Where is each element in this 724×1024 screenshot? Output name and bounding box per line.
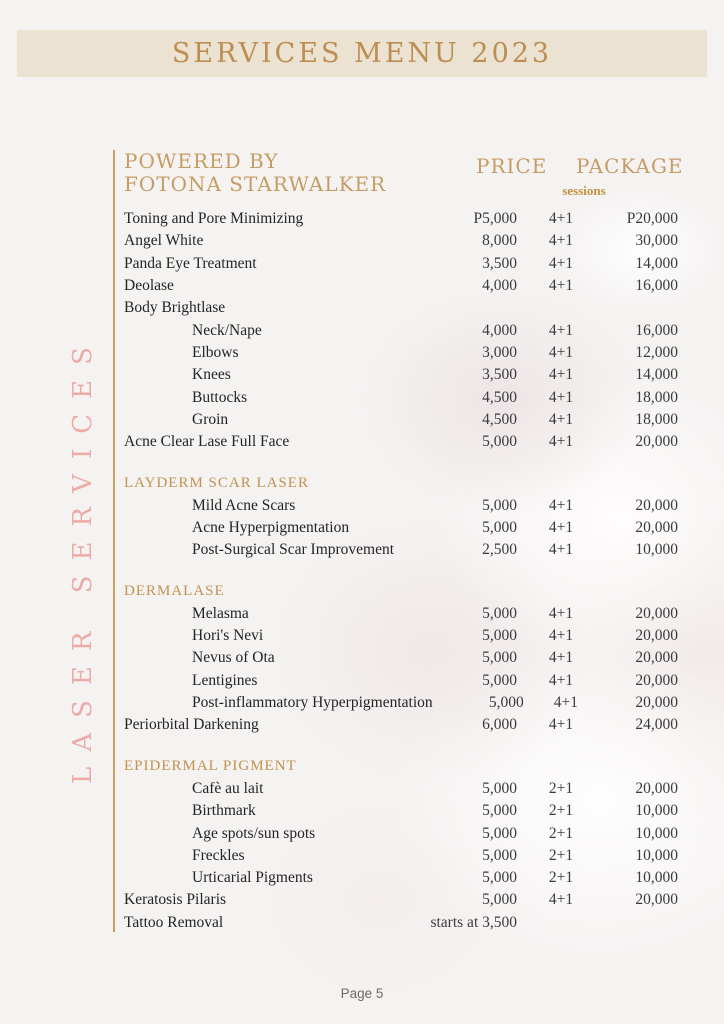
service-price: 5,000 — [482, 604, 517, 622]
service-sessions: 4+1 — [548, 366, 574, 384]
service-name: Lentigines — [192, 671, 258, 689]
service-package: 18,000 — [635, 388, 678, 406]
service-sessions: 4+1 — [548, 519, 574, 536]
service-price: 5,000 — [482, 824, 517, 842]
service-price: 5,000 — [488, 694, 524, 712]
service-row — [124, 431, 690, 453]
service-price: 6,000 — [482, 716, 517, 734]
section-title: LAYDERM SCAR LASER — [124, 474, 309, 491]
service-row — [124, 647, 690, 669]
service-price: 2,500 — [482, 541, 517, 559]
service-sessions: 2+1 — [548, 824, 574, 842]
service-group-name: Body Brightlase — [124, 299, 226, 317]
service-group-row — [124, 297, 690, 319]
service-package: 10,000 — [635, 824, 678, 842]
service-package: 10,000 — [635, 802, 678, 820]
service-sessions: 4+1 — [548, 277, 574, 295]
service-sessions: 4+1 — [548, 627, 574, 645]
service-package: 16,000 — [635, 277, 678, 295]
service-name: Deolase — [124, 277, 174, 295]
service-row — [124, 364, 690, 386]
service-name: Melasma — [192, 604, 249, 622]
service-sessions: 4+1 — [548, 716, 574, 734]
service-row — [124, 539, 690, 561]
service-package: 20,000 — [635, 694, 678, 712]
service-price: 4,000 — [482, 321, 517, 339]
service-row — [124, 800, 690, 822]
service-sessions: 4+1 — [548, 232, 574, 250]
service-sessions: 4+1 — [548, 433, 574, 451]
service-row — [124, 495, 690, 517]
service-package: P20,000 — [626, 210, 678, 228]
service-sessions: 2+1 — [548, 846, 574, 864]
service-row — [124, 692, 690, 714]
service-row — [124, 517, 690, 539]
table-header — [124, 150, 690, 208]
service-package: 18,000 — [635, 410, 678, 428]
price-column-header: PRICE — [476, 154, 548, 178]
service-price: 3,000 — [482, 343, 517, 361]
service-name: Freckles — [192, 846, 245, 864]
service-package: 20,000 — [635, 649, 678, 667]
powered-by-line2: FOTONA STARWALKER — [124, 172, 387, 196]
service-price: 3,500 — [482, 366, 517, 384]
service-sessions: 4+1 — [548, 210, 574, 228]
service-sessions: 4+1 — [548, 321, 574, 339]
service-sessions: 4+1 — [548, 496, 574, 514]
service-package: 14,000 — [635, 366, 678, 384]
service-name: Acne Hyperpigmentation — [192, 519, 350, 536]
title-banner — [17, 30, 707, 77]
section-header-dermalase — [124, 580, 690, 602]
service-price: 4,500 — [482, 410, 517, 428]
service-name: Groin — [192, 410, 229, 428]
sessions-column-note: sessions — [562, 183, 606, 198]
section-header-layderm — [124, 472, 690, 494]
service-price: 5,000 — [482, 869, 517, 887]
service-package: 10,000 — [635, 541, 678, 559]
service-name: Toning and Pore Minimizing — [124, 210, 304, 228]
service-row — [124, 912, 690, 934]
service-sessions: 4+1 — [553, 694, 578, 712]
service-package: 16,000 — [635, 321, 678, 339]
service-name: Birthmark — [192, 802, 256, 820]
service-row — [124, 625, 690, 647]
service-name: Post-inflammatory Hyperpigmentation — [192, 694, 433, 712]
service-sessions: 4+1 — [548, 541, 574, 559]
service-name: Acne Clear Lase Full Face — [124, 433, 290, 451]
service-row — [124, 409, 690, 431]
page-title: SERVICES MENU 2023 — [171, 38, 553, 69]
service-package: 20,000 — [635, 433, 678, 451]
service-row — [124, 230, 690, 252]
service-row — [124, 342, 690, 364]
service-package: 20,000 — [635, 627, 678, 645]
service-sessions: 4+1 — [548, 649, 574, 667]
service-package: 10,000 — [635, 869, 678, 887]
service-name: Hori's Nevi — [192, 627, 264, 645]
service-name: Elbows — [192, 343, 239, 361]
service-row — [124, 714, 690, 736]
service-row — [124, 275, 690, 297]
service-name: Neck/Nape — [192, 321, 262, 339]
service-price: 4,500 — [482, 388, 517, 406]
service-sessions: 4+1 — [548, 388, 574, 406]
service-sessions: 2+1 — [548, 802, 574, 820]
service-row — [124, 670, 690, 692]
service-row — [124, 845, 690, 867]
laser-services-vertical-label: LASER SERVICES — [68, 332, 98, 784]
service-price: 5,000 — [482, 779, 517, 797]
service-sessions: 4+1 — [548, 671, 574, 689]
service-name: Panda Eye Treatment — [124, 254, 257, 272]
service-price: 5,000 — [482, 671, 517, 689]
section-title: DERMALASE — [124, 583, 225, 600]
service-name: Angel White — [124, 232, 204, 250]
service-name: Keratosis Pilaris — [124, 891, 227, 909]
service-price: 5,000 — [482, 802, 517, 820]
service-name: Mild Acne Scars — [192, 496, 296, 514]
service-price: 5,000 — [482, 846, 517, 864]
package-column-header: PACKAGE — [576, 154, 684, 178]
service-package: 12,000 — [635, 343, 678, 361]
section-header-epidermal-pigment — [124, 756, 690, 778]
service-package: 24,000 — [635, 716, 678, 734]
service-row — [124, 603, 690, 625]
service-price: 5,000 — [482, 891, 517, 909]
service-row — [124, 208, 690, 230]
service-price: 5,000 — [482, 433, 517, 451]
service-package: 30,000 — [635, 232, 678, 250]
powered-by-line1: POWERED BY — [124, 149, 279, 173]
service-row — [124, 889, 690, 911]
service-price: 4,000 — [482, 277, 517, 295]
service-name: Buttocks — [192, 388, 248, 406]
service-sessions: 2+1 — [548, 779, 574, 797]
page-number: Page 5 — [340, 986, 384, 1001]
service-name: Urticarial Pigments — [192, 869, 313, 887]
service-price: 5,000 — [482, 649, 517, 667]
service-price: starts at 3,500 — [430, 913, 517, 931]
service-row — [124, 319, 690, 341]
service-row — [124, 386, 690, 408]
service-price: 8,000 — [482, 232, 517, 250]
service-name: Cafè au lait — [192, 779, 264, 797]
service-price: 3,500 — [482, 254, 517, 272]
service-package: 20,000 — [635, 519, 678, 536]
service-row — [124, 822, 690, 844]
service-row — [124, 778, 690, 800]
service-sessions: 4+1 — [548, 343, 574, 361]
service-package: 14,000 — [635, 254, 678, 272]
section-title: EPIDERMAL PIGMENT — [124, 758, 297, 775]
service-package: 20,000 — [635, 671, 678, 689]
service-package: 20,000 — [635, 891, 678, 909]
service-name: Nevus of Ota — [192, 649, 275, 667]
service-row — [124, 867, 690, 889]
service-package: 10,000 — [635, 846, 678, 864]
service-sessions: 4+1 — [548, 410, 574, 428]
service-sessions: 4+1 — [548, 604, 574, 622]
service-rows — [124, 208, 690, 934]
gold-vertical-rule — [113, 150, 115, 932]
service-package: 20,000 — [635, 604, 678, 622]
service-price: P5,000 — [473, 210, 517, 228]
service-price: 5,000 — [482, 519, 517, 536]
menu-content — [124, 150, 690, 934]
service-name: Periorbital Darkening — [124, 716, 259, 734]
service-package: 20,000 — [635, 496, 678, 514]
service-name: Tattoo Removal — [124, 913, 224, 931]
service-name: Post-Surgical Scar Improvement — [192, 541, 395, 559]
service-row — [124, 253, 690, 275]
service-package: 20,000 — [635, 779, 678, 797]
service-sessions: 4+1 — [548, 254, 574, 272]
service-name: Knees — [192, 366, 231, 384]
service-price: 5,000 — [482, 496, 517, 514]
service-name: Age spots/sun spots — [192, 824, 316, 842]
service-sessions: 2+1 — [548, 869, 574, 887]
service-price: 5,000 — [482, 627, 517, 645]
service-sessions: 4+1 — [548, 891, 574, 909]
